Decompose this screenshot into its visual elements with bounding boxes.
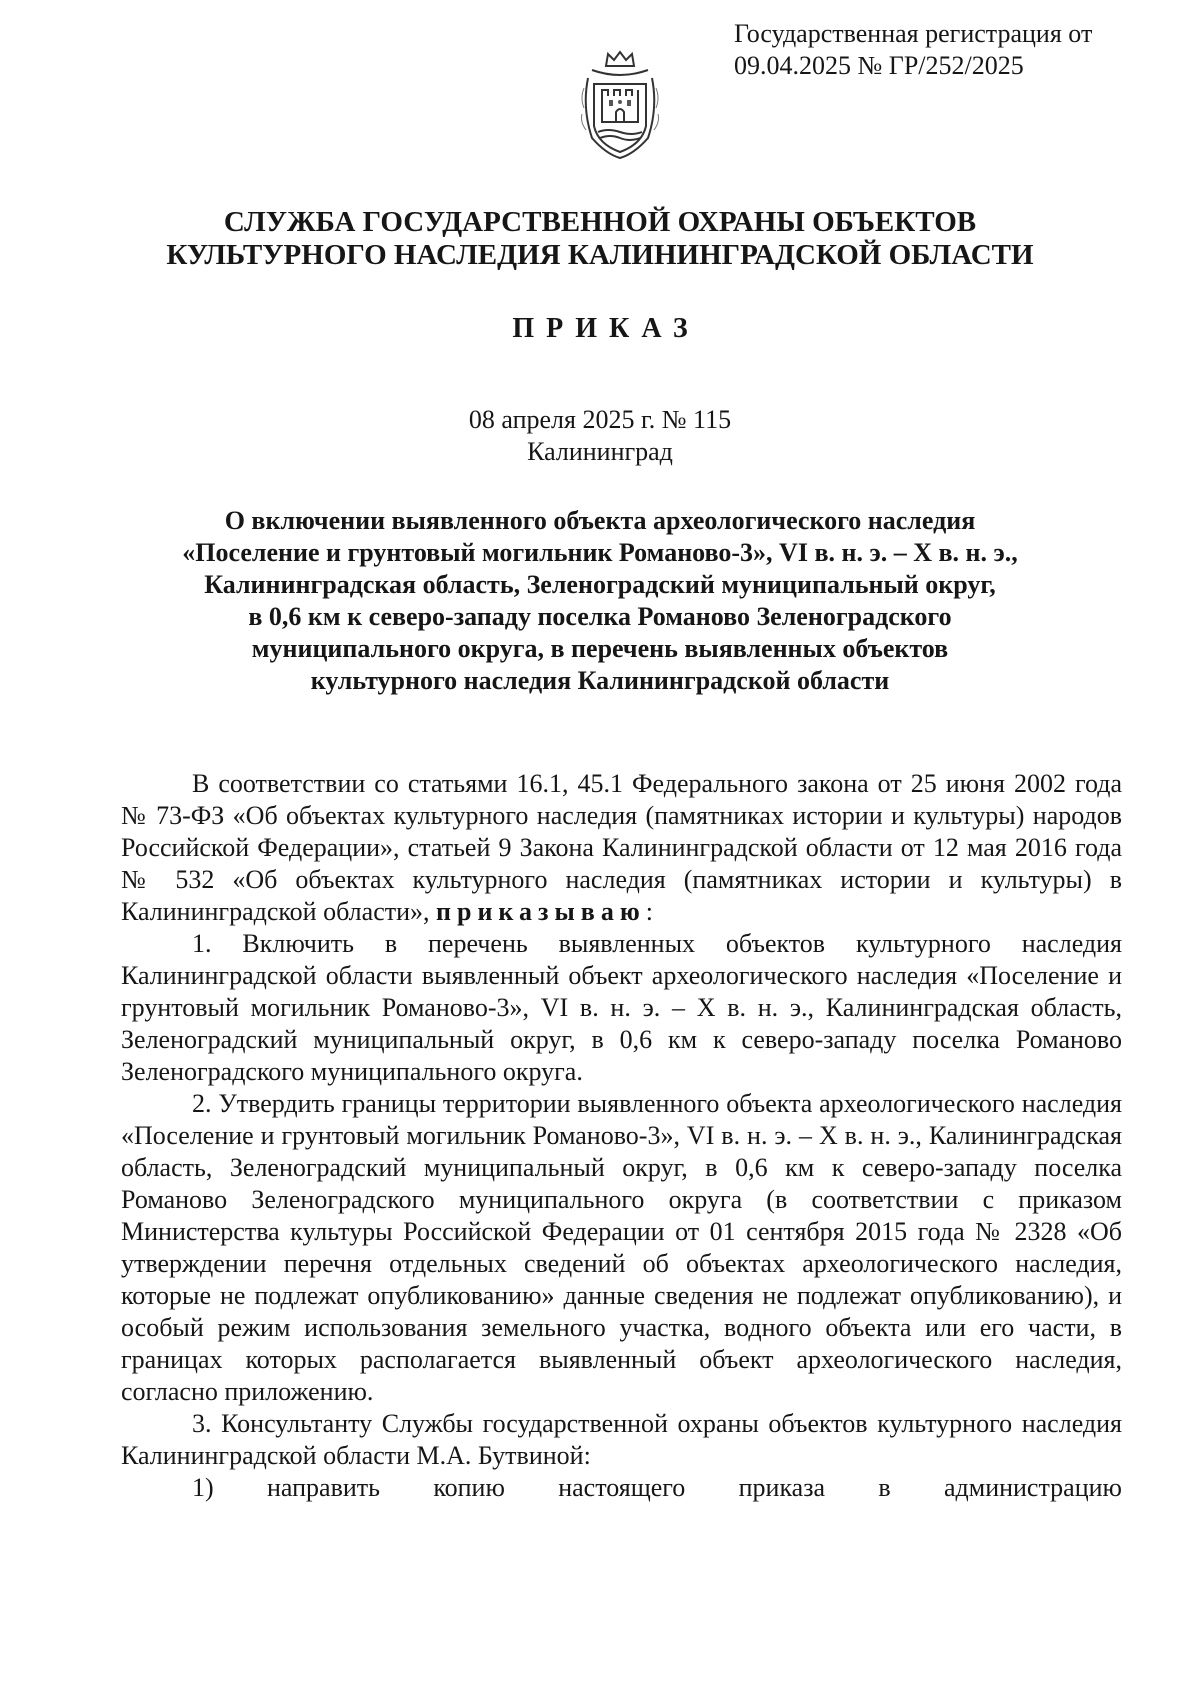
preamble-paragraph <box>121 768 1122 928</box>
subitem-1 <box>121 1472 1122 1504</box>
order-subject <box>130 505 1070 697</box>
subject-line: муниципального округа, в перечень выявленных объектов <box>251 634 949 663</box>
subject-line: Калининградская область, Зеленоградский муниципальный округ, <box>204 570 996 599</box>
subitem-word: в <box>878 1473 891 1502</box>
date-and-place <box>0 404 1200 468</box>
item-1: 1. Включить в перечень выявленных объектов культурного наследия Калининградской области выявленный объект археологического наследия «Поселение и грунтовый могильник Романово-3», VI в. н. э. – X в. н. э., Калининградская область, Зеленоградский муниципальный округ, в 0,6 км к северо-западу поселка Романово Зеленоградского муниципального округа. <box>121 929 1122 1086</box>
subitem-word: копию <box>433 1473 505 1502</box>
item-2: 2. Утвердить границы территории выявленного объекта археологического наследия «Поселение и грунтовый могильник Романово-3», VI в. н. э. – X в. н. э., Калининградская область, Зеленоградский муниципальный округ, в 0,6 км к северо-западу поселка Романово Зеленоградского муниципального округа (в соответствии с приказом Министерства культуры Российской Федерации от 01 сентября 2015 года № 2328 «Об утверждении перечня отдельных сведений об объектах археологического наследия, которые не подлежат опубликованию» данные сведения не подлежат опубликованию), и особый режим использования земельного участка, водного объекта или его части, в границах которых располагается выявленный объект археологического наследия, согласно приложению. <box>121 1089 1122 1406</box>
registration-line-1: Государственная регистрация от <box>734 19 1093 48</box>
subject-line: О включении выявленного объекта археологического наследия <box>224 506 976 535</box>
subitem-word: настоящего <box>558 1473 686 1502</box>
subject-line: «Поселение и грунтовый могильник Романово-3», VI в. н. э. – X в. н. э., <box>182 538 1018 567</box>
city: Калининград <box>527 437 673 466</box>
subject-line: культурного наследия Калининградской области <box>310 666 890 695</box>
document-type: ПРИКАЗ <box>512 313 700 344</box>
item-3: 3. Консультанту Службы государственной охраны объектов культурного наследия Калининградской области М.А. Бутвиной: <box>121 1409 1122 1470</box>
subitem-word: приказа <box>738 1473 826 1502</box>
subitem-word: направить <box>267 1473 380 1502</box>
preamble-text: В соответствии со статьями 16.1, 45.1 Федерального закона от 25 июня 2002 года № 73-ФЗ «Об объектах культурного наследия (памятниках истории и культуры) народов Российской Федерации», статьей 9 Закона Калининградской области от 12 мая 2016 года № 532 «Об объектах культурного наследия (памятниках истории и культуры) в Калининградской области», <box>121 769 1122 926</box>
subitem-number: 1) <box>192 1473 214 1502</box>
registration-line-2: 09.04.2025 № ГР/252/2025 <box>734 51 1024 80</box>
organization-name <box>80 206 1120 272</box>
coat-of-arms-icon <box>578 48 662 160</box>
registration-stamp <box>734 18 1174 82</box>
date-number: 08 апреля 2025 г. № 115 <box>468 405 732 434</box>
organization-line-2: КУЛЬТУРНОГО НАСЛЕДИЯ КАЛИНИНГРАДСКОЙ ОБЛАСТИ <box>166 239 1034 271</box>
subitem-word: администрацию <box>943 1473 1122 1502</box>
order-body <box>121 768 1122 1504</box>
organization-line-1: СЛУЖБА ГОСУДАРСТВЕННОЙ ОХРАНЫ ОБЪЕКТОВ <box>223 206 977 238</box>
subject-line: в 0,6 км к северо-западу поселка Романово Зеленоградского <box>248 602 952 631</box>
order-word: приказываю <box>436 897 646 926</box>
order-colon: : <box>645 897 653 926</box>
